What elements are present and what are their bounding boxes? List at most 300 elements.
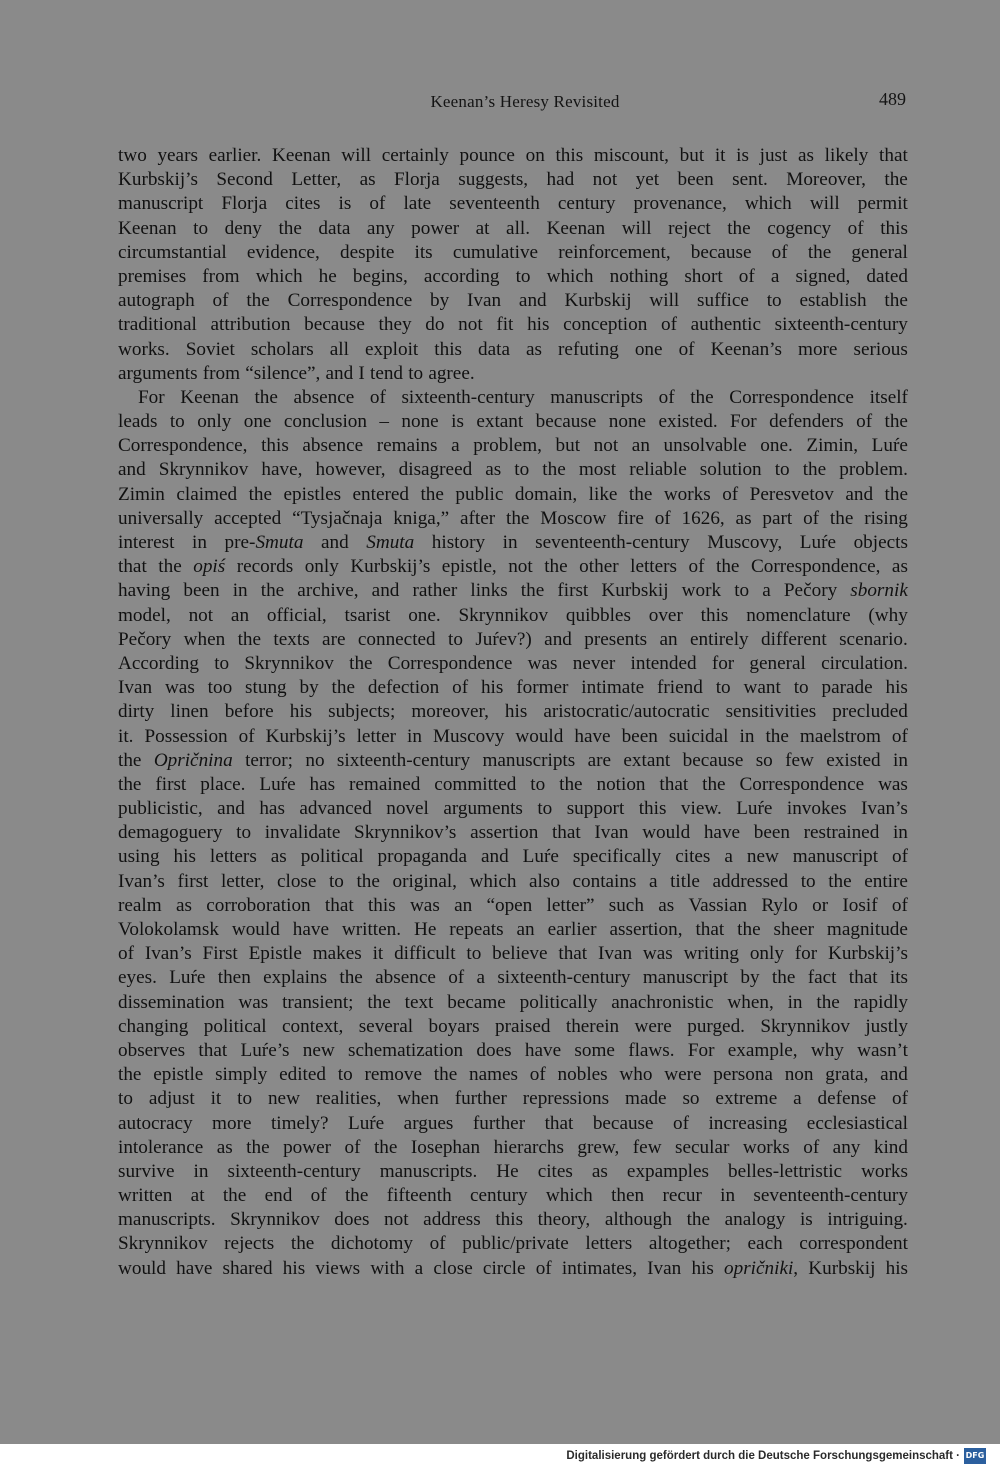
word: in — [720, 1185, 736, 1207]
word: further — [472, 1112, 526, 1134]
text-line — [118, 676, 908, 700]
word: was — [238, 991, 269, 1013]
word: Moreover, — [786, 169, 866, 191]
word: flaws. — [628, 1039, 675, 1061]
word: were — [634, 1015, 672, 1037]
word: its — [889, 967, 908, 989]
word: this — [638, 798, 667, 820]
word: politically — [519, 991, 598, 1013]
word: suicidal — [668, 725, 729, 747]
word: having — [118, 580, 171, 602]
word: they — [378, 314, 412, 336]
word: to — [236, 822, 252, 844]
text-line — [118, 894, 908, 918]
word: Luŕe — [259, 773, 296, 795]
word: Letter, — [291, 169, 342, 191]
word: realities, — [315, 1088, 382, 1110]
word: to — [793, 677, 809, 699]
word: support — [566, 798, 625, 820]
word: the — [628, 483, 653, 505]
word: as — [359, 169, 376, 191]
word: to — [537, 798, 553, 820]
word: manuscript — [792, 846, 879, 868]
word: of — [891, 725, 908, 747]
word: Second — [216, 169, 273, 191]
word: public — [455, 483, 504, 505]
word: shared — [222, 1257, 273, 1279]
word: permit — [857, 193, 908, 215]
word: Kurbskij’s — [118, 169, 198, 191]
text-line — [118, 725, 908, 749]
word: other — [579, 556, 619, 578]
funding-note: Digitalisierung gefördert durch die Deutsche Forschungsgemeinschaft · — [566, 1450, 960, 1462]
word: that — [324, 894, 354, 916]
word: absence — [302, 435, 364, 457]
word: in — [739, 725, 755, 747]
word: circulation. — [821, 652, 908, 674]
word: because — [535, 411, 597, 433]
word: has — [309, 773, 336, 795]
word: Skrynnikov — [158, 459, 249, 481]
word: in — [193, 1160, 209, 1182]
word: the — [686, 1209, 711, 1231]
word: of — [658, 386, 675, 408]
word: the — [118, 773, 142, 795]
word: not — [593, 435, 619, 457]
word: a — [414, 1257, 424, 1279]
word: intended — [630, 652, 697, 674]
word: had — [546, 169, 575, 191]
word: more — [212, 1112, 252, 1134]
word: evidence, — [246, 241, 320, 263]
word: the — [237, 628, 262, 650]
word: the — [884, 169, 908, 191]
word: that — [879, 145, 908, 166]
word: one. — [760, 435, 793, 457]
word: names — [468, 1064, 519, 1086]
word: general — [749, 652, 806, 674]
word: assertion, — [609, 919, 683, 940]
word: seventeenth-century — [753, 1185, 908, 1207]
word: an — [659, 628, 678, 650]
word: work — [681, 580, 722, 602]
word: an — [631, 435, 650, 457]
word: of — [661, 314, 677, 336]
word: Skrynnikov’s — [354, 822, 457, 844]
word: notion — [596, 773, 646, 795]
word: written — [118, 1185, 173, 1207]
word: cumulative — [452, 241, 539, 263]
word: itself — [869, 386, 908, 408]
word: a — [724, 846, 733, 868]
word: increasing — [708, 1112, 788, 1134]
word: Kurbskij — [601, 580, 669, 602]
word: difficult — [394, 943, 456, 965]
word: Correspondence, — [750, 556, 881, 578]
word: some — [574, 1039, 615, 1061]
word: sixteenth-century — [401, 386, 535, 408]
word: kind — [873, 1136, 908, 1158]
word: model, — [118, 604, 171, 626]
word: its — [414, 241, 433, 263]
text-line — [118, 168, 908, 192]
word: novel — [386, 798, 429, 820]
word: Kurbskij’s — [265, 725, 346, 747]
word: remained — [349, 773, 421, 795]
word: to — [214, 652, 230, 674]
word: dated — [866, 265, 908, 287]
word: propaganda — [377, 846, 468, 868]
word: address — [423, 1209, 481, 1231]
word: of — [771, 241, 788, 263]
word: context, — [282, 1015, 344, 1037]
word: repeats — [449, 919, 504, 940]
word: not — [458, 314, 483, 336]
word: new — [302, 1039, 335, 1061]
word: Keenan — [118, 217, 177, 239]
word: close — [433, 1257, 473, 1279]
word: only — [749, 943, 784, 965]
word: to — [800, 870, 816, 892]
word: never — [572, 652, 616, 674]
word: manuscripts — [482, 749, 576, 771]
text-line — [118, 313, 908, 337]
word: of — [452, 677, 469, 699]
word: suggests, — [458, 169, 529, 191]
word: Ivan’s — [861, 798, 908, 820]
word: Muscovy, — [707, 532, 783, 553]
word: to — [766, 290, 782, 312]
word: transient; — [282, 991, 354, 1013]
word: according — [423, 265, 500, 287]
word: corroboration — [206, 894, 311, 916]
word: autocracy — [118, 1112, 193, 1134]
text-line — [118, 1184, 908, 1208]
word: of — [535, 1257, 552, 1279]
word: remove — [364, 1064, 422, 1086]
word: of — [118, 943, 134, 965]
word: few — [785, 749, 814, 771]
word: deny — [224, 217, 262, 239]
word: then — [611, 1185, 645, 1207]
word: Luŕe’s — [240, 1039, 290, 1061]
word: would — [231, 919, 280, 940]
word: purged. — [687, 1015, 745, 1037]
word: defenders — [769, 411, 844, 433]
word: but — [555, 435, 581, 457]
word: not — [384, 1209, 409, 1231]
word: For — [730, 411, 757, 433]
word: records — [236, 556, 294, 578]
word: exploit — [364, 338, 419, 360]
word: extant — [476, 411, 524, 433]
word: seventeenth-century — [535, 532, 690, 553]
word: Skrynnikov — [118, 1233, 208, 1255]
word: He — [413, 919, 437, 940]
word: have, — [261, 459, 303, 481]
word: been — [677, 169, 714, 191]
word: Possession — [144, 725, 228, 747]
word: was — [409, 894, 440, 916]
text-line — [118, 1208, 908, 1232]
word: leads — [118, 411, 158, 433]
text-line — [118, 507, 908, 531]
text-line — [118, 217, 908, 241]
word: will — [621, 217, 652, 239]
word: the — [246, 290, 270, 312]
word: hierarchs — [493, 1136, 564, 1158]
word: the — [559, 773, 583, 795]
word: or — [812, 894, 829, 916]
word: rapidly — [853, 991, 908, 1013]
word: “Tysjačnaja — [292, 507, 383, 529]
word: ecclesiastical — [806, 1112, 908, 1134]
word: been — [753, 822, 790, 844]
word: of — [738, 265, 755, 287]
word: the — [246, 1136, 270, 1158]
page-header — [118, 89, 908, 116]
word: nobles — [557, 1064, 608, 1086]
word: place. — [200, 773, 246, 795]
word: disagreed — [398, 459, 473, 481]
text-line — [118, 1160, 908, 1184]
word: and — [118, 459, 146, 481]
word: late — [403, 193, 432, 215]
word: observes — [118, 1039, 186, 1061]
word: from — [202, 362, 241, 384]
word: his — [504, 701, 528, 723]
word: the — [339, 967, 363, 989]
word: was — [878, 773, 908, 795]
text-line — [118, 845, 908, 869]
word: extant — [623, 749, 671, 771]
word: century — [557, 193, 616, 215]
word: to — [337, 1064, 353, 1086]
word: who — [619, 1064, 653, 1086]
word: Peresvetov — [749, 483, 834, 505]
word: despite — [340, 241, 395, 263]
word: as — [485, 459, 502, 481]
word: general — [851, 241, 908, 263]
word: Smuta — [366, 532, 415, 553]
word: rather — [412, 580, 458, 602]
word: problem. — [839, 459, 908, 481]
word: (why — [868, 604, 908, 626]
word: terror; — [245, 749, 294, 771]
word: linen — [170, 701, 209, 723]
word: sixteenth-century — [227, 1160, 361, 1182]
word: does — [334, 1209, 370, 1231]
word: circle — [482, 1257, 526, 1279]
word: because — [304, 314, 365, 336]
word: Skrynnikov — [458, 604, 549, 626]
word: one — [243, 411, 272, 433]
word: an — [516, 919, 535, 940]
word: writing — [683, 943, 739, 965]
word: belles-lettristic — [728, 1160, 843, 1182]
word: the — [727, 217, 751, 239]
word: that — [695, 919, 725, 940]
word: and — [217, 798, 245, 820]
word: Epistle — [248, 943, 302, 965]
word: by — [740, 967, 760, 989]
word: assertion — [470, 822, 539, 844]
word: his — [885, 1257, 908, 1279]
word: with — [370, 1257, 405, 1279]
word: Luŕe — [347, 1112, 385, 1134]
word: Correspondence — [729, 386, 854, 408]
word: Correspondence — [287, 290, 413, 312]
word: remains — [376, 435, 438, 457]
word: only — [304, 556, 339, 578]
text-line — [118, 410, 908, 434]
word: reliable — [629, 459, 687, 481]
word: the — [771, 967, 796, 989]
word: “silence”, — [245, 362, 321, 384]
word: friend — [657, 677, 703, 699]
word: new — [746, 846, 779, 868]
word: are — [587, 749, 612, 771]
word: invokes — [786, 798, 847, 820]
word: an — [230, 604, 250, 626]
word: was — [164, 677, 195, 699]
word: different — [761, 628, 827, 650]
word: Luŕe — [871, 435, 908, 457]
word: grew, — [577, 1136, 620, 1158]
word: of — [344, 1136, 361, 1158]
word: believe — [492, 943, 548, 965]
word: fit — [496, 314, 514, 336]
text-line — [118, 966, 908, 990]
word: his — [480, 677, 504, 699]
word: sheer — [773, 919, 814, 940]
word: like — [588, 483, 618, 505]
word: of — [891, 894, 908, 916]
page-number: 489 — [879, 89, 906, 109]
word: kniga,” — [393, 507, 450, 529]
word: the — [367, 991, 391, 1013]
word: why — [810, 1039, 844, 1061]
word: realm — [118, 894, 162, 916]
word: have — [574, 725, 611, 747]
word: arguments — [443, 798, 523, 820]
word: in — [192, 532, 207, 553]
word: of — [673, 1112, 689, 1134]
word: sbornik — [850, 580, 908, 602]
word: therein — [565, 1015, 620, 1037]
word: the — [542, 459, 566, 481]
word: premises — [118, 265, 187, 287]
word: as — [591, 1160, 608, 1182]
word: each — [747, 1233, 783, 1255]
word: view. — [680, 798, 722, 820]
word: cites — [285, 193, 321, 215]
word: letters — [209, 846, 257, 868]
word: power — [283, 1136, 332, 1158]
word: this — [434, 338, 462, 360]
word: which — [546, 265, 594, 287]
word: changing — [118, 1015, 189, 1037]
text-line — [118, 821, 908, 845]
word: such — [608, 894, 644, 916]
text-line — [118, 241, 908, 265]
word: opiś — [193, 556, 226, 578]
word: addressed — [712, 870, 789, 892]
word: of — [803, 507, 820, 529]
word: Keenan — [271, 145, 331, 166]
word: the — [737, 919, 761, 940]
text-line — [118, 797, 908, 821]
word: and — [518, 290, 547, 312]
word: before — [224, 701, 274, 723]
word: he — [318, 265, 337, 287]
word: his — [691, 1257, 714, 1279]
word: of — [891, 846, 908, 868]
word: Ivan’s — [144, 943, 192, 965]
word: that — [118, 556, 147, 578]
word: sensitivities — [725, 701, 817, 723]
word: it — [210, 1088, 222, 1110]
word: not — [188, 604, 214, 626]
word: to — [715, 677, 731, 699]
word: establish — [799, 290, 867, 312]
word: quibbles — [565, 604, 631, 626]
word: boyars — [428, 1015, 480, 1037]
word: most — [578, 459, 617, 481]
word: specifically — [572, 846, 662, 868]
word: original, — [392, 870, 457, 892]
word: Keenan — [180, 386, 239, 408]
word: scenario. — [839, 628, 908, 650]
word: as — [735, 507, 752, 529]
word: Kurbskij’s — [350, 556, 431, 578]
word: yet — [635, 169, 660, 191]
word: as — [798, 145, 814, 166]
word: to — [193, 217, 209, 239]
word: opričniki, — [724, 1257, 799, 1279]
word: to — [237, 1088, 253, 1110]
word: part — [762, 507, 793, 529]
word: in — [502, 532, 518, 553]
word: a — [451, 435, 460, 457]
word: grata, — [825, 1064, 869, 1086]
word: Zimin, — [806, 435, 859, 457]
word: former — [516, 677, 569, 699]
word: manuscripts — [550, 386, 644, 408]
word: first — [557, 580, 589, 602]
word: in — [892, 749, 908, 771]
word: secular — [675, 1136, 730, 1158]
text-line — [118, 483, 908, 507]
word: non — [784, 1064, 814, 1086]
word: the — [331, 677, 355, 699]
word: Skrynnikov — [760, 1015, 850, 1037]
word: demagoguery — [118, 822, 223, 844]
word: I — [358, 362, 365, 384]
word: justly — [865, 1015, 908, 1037]
word: scholars — [250, 338, 314, 360]
word: Ivan — [597, 943, 633, 965]
word: this — [495, 1209, 524, 1231]
word: are — [322, 628, 346, 650]
word: problem, — [473, 435, 542, 457]
word: by — [299, 677, 319, 699]
word: altogether; — [648, 1233, 731, 1255]
word: certainly — [381, 145, 449, 166]
word: the — [349, 652, 373, 674]
word: the — [344, 1185, 369, 1207]
word: as — [175, 894, 192, 916]
